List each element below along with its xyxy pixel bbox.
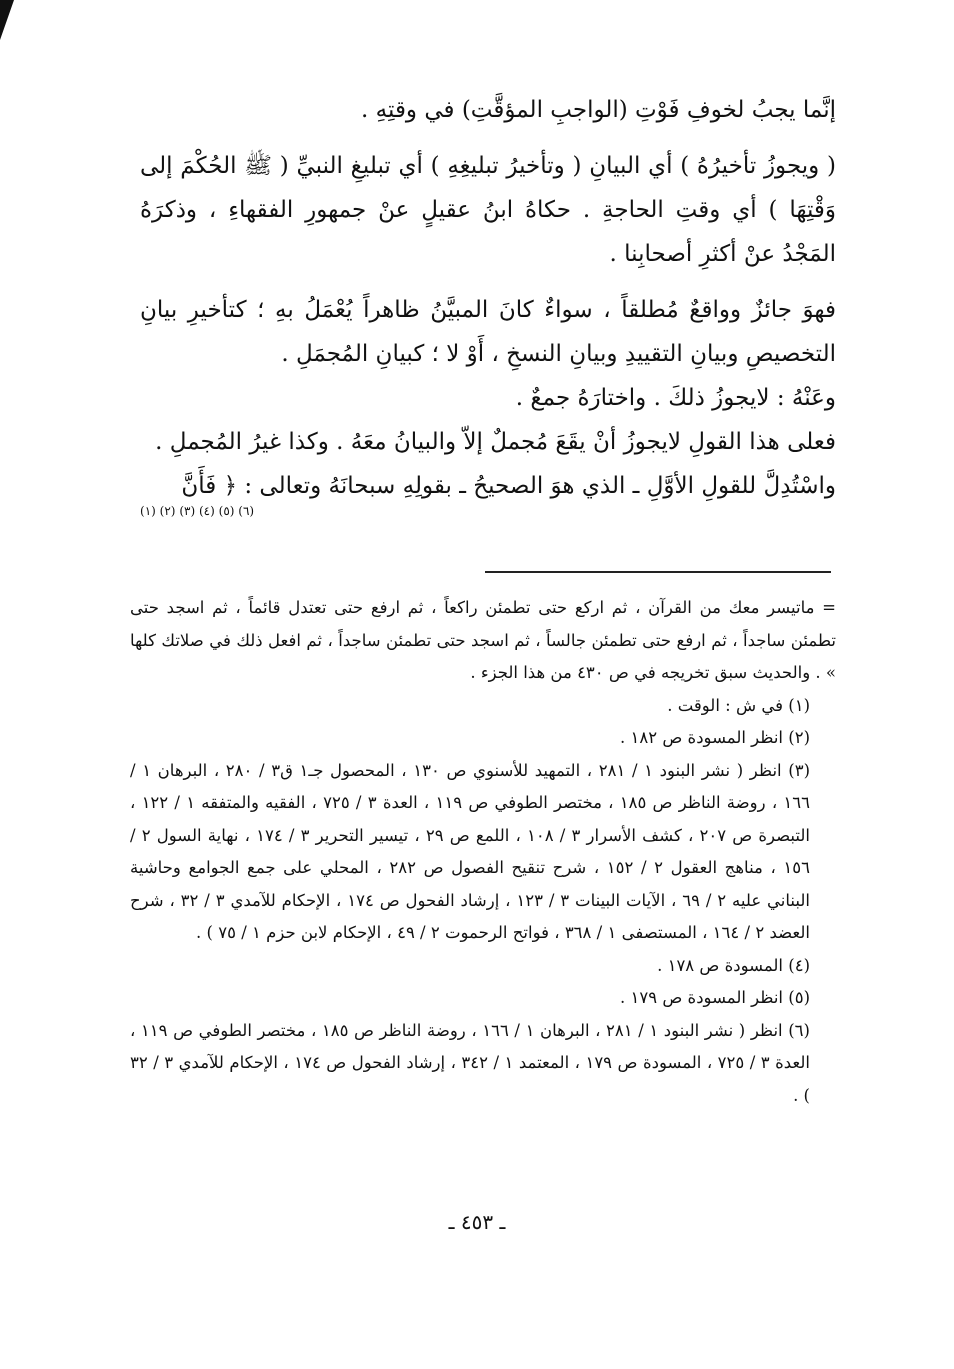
paragraph-3: فهوَ جائزٌ وواقعٌ مُطلقاً ، سواءٌ كانَ المبيَّنُ ظاهراً يُعْمَلُ بهِ ؛ كتأخيرِ بيانِ التخصيصِ وبيانِ التقييدِ وبيانِ النسخِ ، أَوْ لا ؛ كبيانِ المُجمَلِ .	[140, 297, 836, 367]
ref-mark-2: (٢)	[159, 504, 176, 518]
footnotes	[130, 592, 836, 1112]
footnote-divider	[485, 571, 831, 573]
footnote-3: (٣) انظر ( نشر البنود ١ / ٢٨١ ، التمهيد للأسنوي ص ١٣٠ ، المحصول جـ١ ق٣ / ٢٨٠ ، البرهان ١ / ١٦٦ ، روضة الناظر ص ١٨٥ ، مختصر الطوفي ص ١١٩ ، العدة ٣ / ٧٢٥ ، الفقيه والمتفقه ١ / ١٢٢ ، التبصرة ص ٢٠٧ ، كشف الأسرار ٣ / ١٠٨ ، اللمع ص ٢٩ ، تيسير التحرير ٣ / ١٧٤ ، نهاية السول ٢ / ١٥٦ ، مناهج العقول ٢ / ١٥٢ ، شرح تنقيح الفصول ص ٢٨٢ ، المحلي على جمع الجوامع وحاشية البناني عليه ٢ / ٦٩ ، الآيات البينات ٣ / ١٢٣ ، إرشاد الفحول ص ١٧٤ ، الإحكام للآمدي ٣ / ٣٢ ، شرح العضد ٢ / ١٦٤ ، المستصفى ١ / ٣٦٨ ، فواتح الرحموت ٢ / ٤٩ ، الإحكام لابن حزم ١ / ٧٥ ) .	[130, 760, 811, 942]
footnote-5: (٥) انظر المسودة ص ١٧٩ .	[620, 988, 810, 1007]
ref-mark-3: (٣)	[179, 504, 196, 518]
ref-mark-4: (٤)	[198, 504, 215, 518]
paragraph-4: وعَنْهُ : لايجوزُ ذلكَ . واختارَهُ جمعٌ .	[515, 385, 836, 411]
paragraph-6: واسْتُدِلَّ للقولِ الأوَّلِ ـ الذي هوَ الصحيحُ ـ بقولِهِ سبحانَهُ وتعالى : ﴿ فَأَنَّ	[181, 473, 836, 499]
paragraph-1: إنَّما يجبُ لخوفِ فَوْتِ (الواجبِ المؤقَّتِ) في وقتِهِ .	[361, 97, 836, 123]
main-text	[140, 88, 836, 524]
reference-marks	[140, 504, 836, 524]
ref-mark-6: (٦)	[238, 504, 255, 518]
ref-mark-1: (١)	[140, 504, 156, 518]
ref-mark-5: (٥)	[218, 504, 235, 518]
page-corner-mark	[0, 0, 14, 40]
footnote-1: (١) في ش : الوقت .	[667, 695, 810, 715]
footnote-2: (٢) انظر المسودة ص ١٨٢ .	[620, 728, 810, 747]
footnote-continuation: = ماتيسر معك من القرآن ، ثم اركع حتى تطمئن راكعاً ، ثم ارفع حتى تعتدل قائماً ، ثم اسجد حتى تطمئن ساجداً ، ثم ارفع حتى تطمئن جالساً ، ثم اسجد حتى تطمئن ساجداً ، ثم افعل ذلك في صلاتك كلها » . والحديث سبق تخريجه في ص ٤٣٠ من هذا الجزء .	[130, 598, 837, 682]
paragraph-5: فعلى هذا القولِ لايجوزُ أنْ يقَعَ مُجملٌ إلاّ والبيانُ معَهُ . وكذا غيرُ المُجملِ .	[155, 429, 836, 455]
footnote-6: (٦) انظر ( نشر البنود ١ / ٢٨١ ، البرهان ١ / ١٦٦ ، روضة الناظر ص ١٨٥ ، مختصر الطوفي ص ١١٩ ، العدة ٣ / ٧٢٥ ، المسودة ص ١٧٩ ، المعتمد ١ / ٣٤٢ ، إرشاد الفحول ص ١٧٤ ، الإحكام للآمدي ٣ / ٣٢ ) .	[130, 1020, 810, 1105]
footnote-4: (٤) المسودة ص ١٧٨ .	[657, 955, 810, 975]
paragraph-2: ( ويجوزُ تأخيرُهُ ) أي البيانِ ( وتأخيرُ تبليغِهِ ) أي تبليغِ النبيِّ ( ﷺ الحُكْمَ إلى وَقْتِهَا ) أي وقتِ الحاجةِ . حكاهُ ابنُ عقيلٍ عنْ جمهورِ الفقهاءِ ، وذكرَهُ المَجْدُ عنْ أكثرِ أصحابِنا .	[140, 153, 836, 267]
page-number: ـ ٤٥٣ ـ	[448, 1210, 506, 1234]
